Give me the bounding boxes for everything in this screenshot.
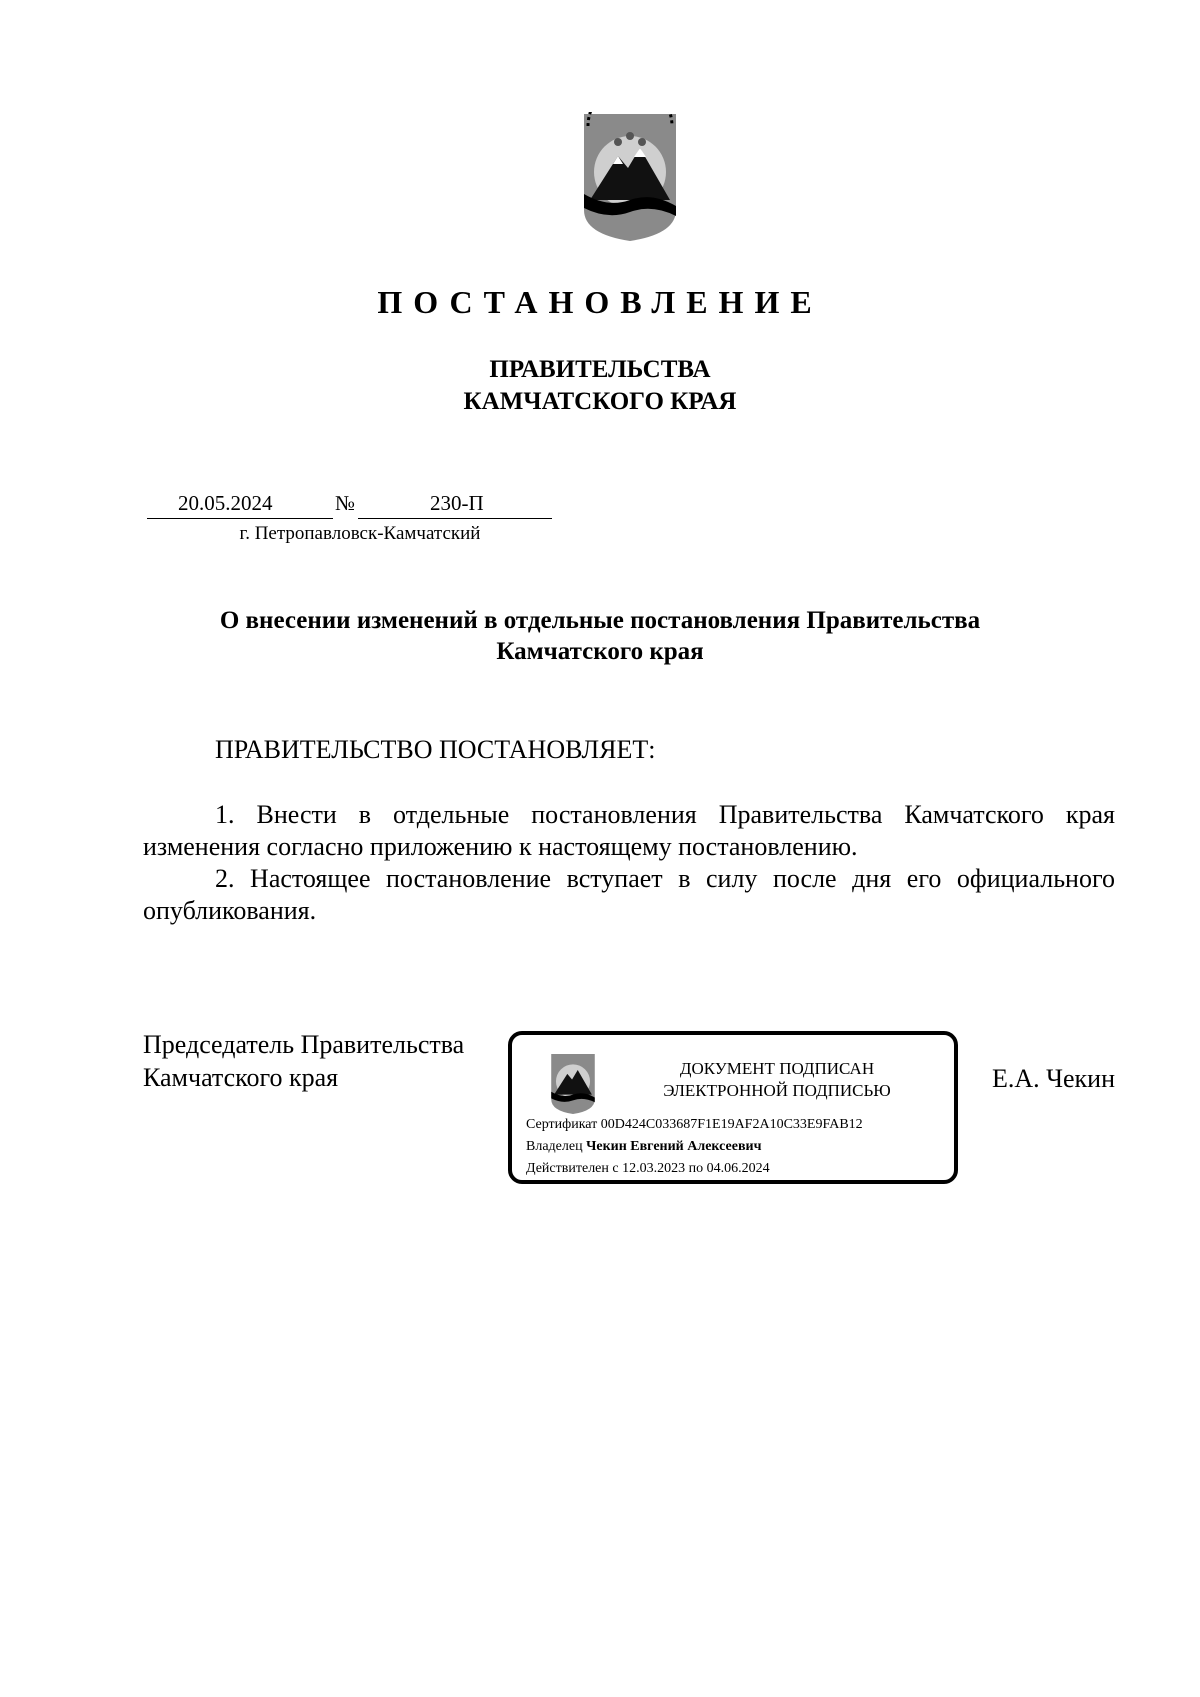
electronic-signature-stamp xyxy=(508,1031,958,1184)
signer-position xyxy=(143,1028,503,1094)
signer-position-line-2: Камчатского края xyxy=(143,1063,339,1092)
stamp-validity xyxy=(526,1159,770,1179)
document-type-title: ПОСТАНОВЛЕНИЕ xyxy=(377,284,823,320)
document-number: 230-П xyxy=(430,491,484,515)
number-underline xyxy=(358,518,552,519)
stamp-certificate xyxy=(526,1115,863,1135)
document-date: 20.05.2024 xyxy=(178,491,273,515)
validity-label: Действителен xyxy=(526,1161,609,1176)
signer-position-line-1: Председатель Правительства xyxy=(143,1030,465,1059)
document-subject xyxy=(150,605,1050,667)
certificate-label: Сертификат xyxy=(526,1117,598,1132)
subject-line-1: О внесении изменений в отдельные постановления Правительства xyxy=(219,607,981,634)
kamchatka-coat-of-arms-icon xyxy=(548,1053,598,1115)
preamble: ПРАВИТЕЛЬСТВО ПОСТАНОВЛЯЕТ: xyxy=(215,735,656,764)
paragraph-1: 1. Внести в отдельные постановления Правительства Камчатского края изменения согласно приложению к настоящему постановлению. xyxy=(143,800,1115,861)
kamchatka-coat-of-arms-icon xyxy=(578,112,682,243)
number-sign: № xyxy=(335,491,356,515)
valid-to: 04.06.2024 xyxy=(706,1161,770,1176)
valid-from-prefix: с xyxy=(612,1161,619,1176)
stamp-owner xyxy=(526,1137,761,1157)
valid-to-prefix: по xyxy=(688,1161,704,1176)
signer-name: Е.А. Чекин xyxy=(991,1064,1115,1093)
owner-value: Чекин Евгений Алексеевич xyxy=(586,1139,762,1154)
certificate-value: 00D424C033687F1E19AF2A10C33E9FAB12 xyxy=(600,1117,863,1132)
issuer-line-2: КАМЧАТСКОГО КРАЯ xyxy=(463,388,737,415)
stamp-title-line-1: ДОКУМЕНТ ПОДПИСАН xyxy=(679,1059,875,1078)
date-underline xyxy=(147,518,333,519)
paragraph-2: 2. Настоящее постановление вступает в силу после дня его официального опубликования. xyxy=(143,864,1115,925)
subject-line-2: Камчатского края xyxy=(496,638,704,665)
stamp-title-line-2: ЭЛЕКТРОННОЙ ПОДПИСЬЮ xyxy=(663,1081,891,1100)
issuer-line-1: ПРАВИТЕЛЬСТВА xyxy=(489,356,711,383)
document-city: г. Петропавловск-Камчатский xyxy=(239,523,481,544)
valid-from: 12.03.2023 xyxy=(622,1161,686,1176)
issuer-name xyxy=(0,354,1200,418)
stamp-title xyxy=(612,1058,942,1102)
owner-label: Владелец xyxy=(526,1139,583,1154)
